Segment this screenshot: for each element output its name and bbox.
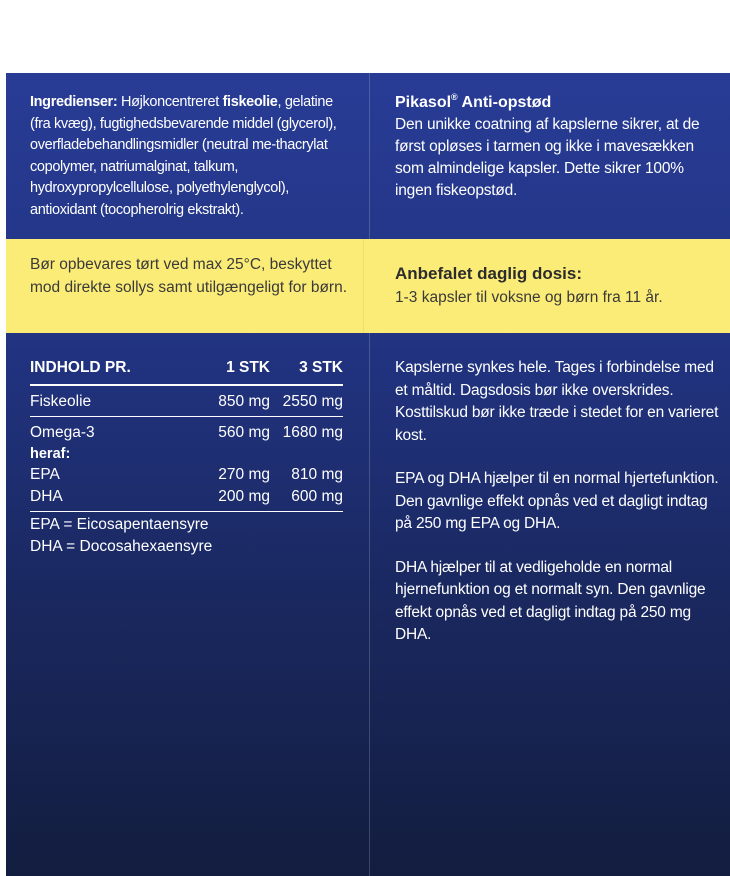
dose-text: 1-3 kapsler til voksne og børn fra 11 år.	[395, 289, 663, 306]
ingredients-part1: Højkoncentreret	[117, 94, 223, 110]
usage-text	[395, 357, 719, 668]
band-divider	[363, 239, 364, 333]
row-value-3: 600 mg	[291, 488, 343, 505]
registered-mark: ®	[451, 92, 458, 102]
ingredients-highlight: fiskeolie	[222, 94, 278, 110]
row-value-3: 2550 mg	[282, 393, 343, 410]
row-value-3: 810 mg	[291, 466, 343, 483]
nutrition-table	[30, 357, 343, 517]
pikasol-title-brand: Pikasol	[395, 94, 452, 111]
abbreviation-epa: EPA = Eicosapentaensyre	[30, 516, 209, 533]
table-row	[30, 444, 343, 464]
table-row	[30, 422, 343, 444]
usage-paragraph: DHA hjælper til at vedligeholde en normal hjernefunktion og et normalt syn. Den gavnlige effekt opnås ved et dagligt indtag på 250 mg DHA.	[395, 558, 706, 643]
ingredients-text	[30, 92, 350, 221]
row-value-1: 850 mg	[218, 393, 270, 410]
row-name: Omega-3	[30, 424, 95, 441]
pikasol-title-rest: Anti-opstød	[457, 94, 552, 111]
table-rule	[30, 384, 343, 386]
storage-text: Bør opbevares tørt ved max 25°C, beskyttet mod direkte sollys samt utilgængeligt for børn.	[30, 256, 348, 296]
ingredients-label: Ingredienser:	[30, 94, 118, 110]
header-1-stk: 1 STK	[226, 359, 270, 376]
row-value-1: 560 mg	[218, 424, 270, 441]
table-rule	[30, 511, 343, 512]
row-name: Fiskeolie	[30, 393, 92, 410]
table-row	[30, 486, 343, 508]
header-3-stk: 3 STK	[299, 359, 343, 376]
dose-title: Anbefalet daglig dosis:	[395, 264, 583, 283]
table-rule	[30, 416, 343, 417]
abbreviations	[30, 514, 350, 558]
table-row	[30, 391, 343, 413]
row-value-1: 200 mg	[218, 488, 270, 505]
ingredients-part2: , gelatine (fra kvæg), fugtighedsbevarende middel (glycerol), overfladebehandlingsmidler (neutral me-thacrylat copolymer, natriumalginat, talkum, hydroxypropylcellulose, polyethylenglycol), antioxidant (tocopherolrig ekstrakt).	[30, 94, 337, 218]
row-value-3: 1680 mg	[282, 424, 343, 441]
row-name: DHA	[30, 488, 63, 505]
table-row	[30, 464, 343, 486]
usage-paragraph: Kapslerne synkes hele. Tages i forbindelse med et måltid. Dagsdosis bør ikke overskrides. Kosttilskud bør ikke træde i stedet for en varieret kost.	[395, 359, 719, 444]
header-content: INDHOLD PR.	[30, 359, 131, 376]
nutrition-header-row	[30, 357, 343, 381]
pikasol-description: Den unikke coatning af kapslerne sikrer, at de først opløses i tarmen og ikke i mavesækken som almindelige kapsler. Dette sikrer 100% ingen fiskeopstød.	[395, 116, 700, 199]
pikasol-title	[395, 92, 715, 114]
column-divider	[369, 73, 370, 876]
label-panel	[6, 73, 730, 876]
abbreviation-dha: DHA = Docosahexaensyre	[30, 538, 213, 555]
row-value-1: 270 mg	[218, 466, 270, 483]
row-name: heraf:	[30, 446, 71, 462]
row-name: EPA	[30, 466, 60, 483]
usage-paragraph: EPA og DHA hjælper til en normal hjertefunktion. Den gavnlige effekt opnås ved et dagligt indtag på 250 mg EPA og DHA.	[395, 470, 719, 532]
